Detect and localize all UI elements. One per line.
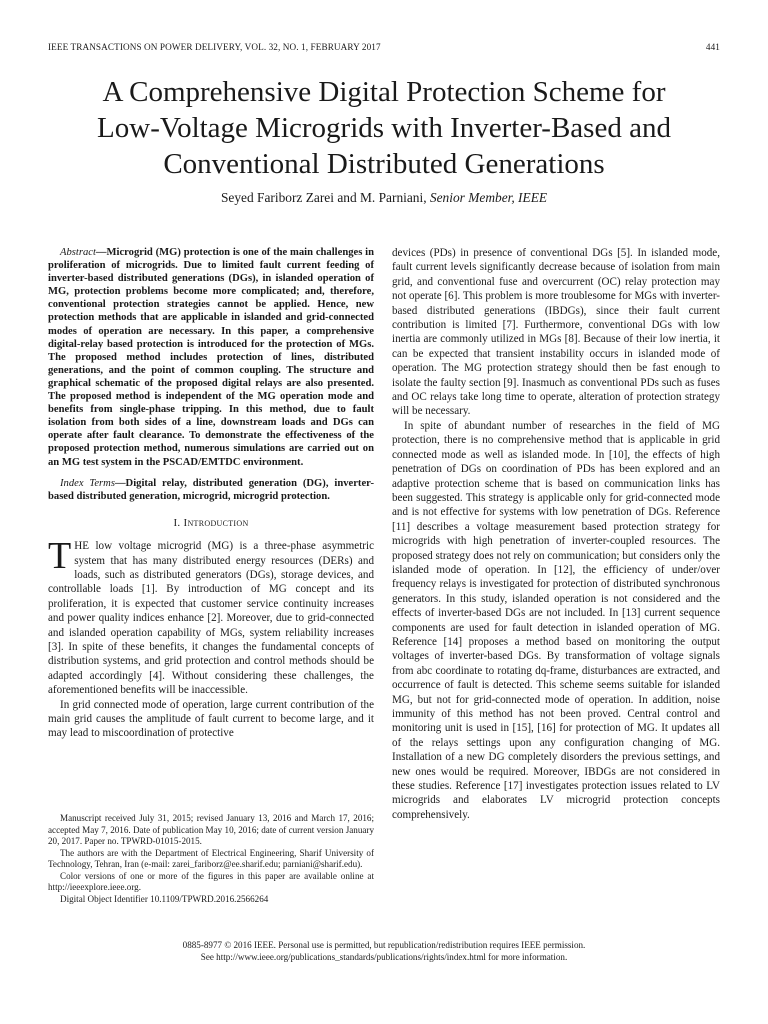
title-line-2: Low-Voltage Microgrids with Inverter-Based and (97, 112, 671, 144)
paper-title (40, 74, 728, 182)
copyright-line-2: See http://www.ieee.org/publications_standards/publications/rights/index.html for more information. (200, 952, 568, 962)
index-terms-text: —Digital relay, distributed generation (DG), inverter-based distributed generation, microgrid, microgrid protection. (48, 477, 374, 502)
index-terms (48, 477, 374, 503)
author-affiliation: Senior Member, IEEE (429, 190, 548, 205)
intro-paragraph-1: THE low voltage microgrid (MG) is a three-phase asymmetric system that has many distributed energy resources (DERs) and loads, such as distributed generators (DGs), storage devices, and controllable loads [1]. By introduction of MG concept and its proliferation, it is expected that customer service continuity increases and power quality indices enhance [2]. Moreover, due to grid-connected and islanded operation capability of MGs, system reliability increases [3]. In spite of these benefits, it changes the fundamental concepts of distribution systems, and grid protection and control methods should be adapted accordingly [4]. Without considering these challenges, the aforementioned benefits will be inaccessible. (48, 535, 374, 697)
section-heading: I. Introduction (173, 516, 249, 529)
footnote-doi: Digital Object Identifier 10.1109/TPWRD.2016.2566264 (60, 893, 269, 904)
author-line (40, 190, 728, 206)
index-terms-lead: Index Terms (60, 477, 115, 489)
page-number: 441 (705, 42, 720, 52)
abstract (48, 246, 374, 469)
intro-paragraph-3: In spite of abundant number of researches in the field of MG protection, there is no comprehensive method that is applicable in grid connected mode as well as islanded mode. In [10], the effects of high penetration of DGs on coordination of PDs has been explored and an adaptive protection scheme that is based on communication links has been suggested. This strategy is applicable only for grid-connected mode and is not effective for systems with low penetration of DGs. Reference [11] describes a voltage measurement based protection strategy for microgrids with high penetration of inverter-coupled resources. The proposed strategy does not rely on communication; but considers only the islanded mode of operation. In [12], the efficiency of under/over frequency relays is investigated for protection of distributed synchronous generators. In this study, islanded operation is not considered and the effects of inverter-based DGs are not included. In [13] current sequence components are used for fault detection in islanded operation of MG. Reference [14] proposes a method based on monitoring the output voltages of inverter-based DGs. By transformation of voltage signals from abc coordinate to rotating dq-frame, disturbances are extracted, and occurrence of fault is detected. This scheme seems suitable for islanded MG, but not for grid-connected mode of operation. In addition, noise immunity of this method has not been proved. Central control and monitoring unit is used in [15], [16] for protection of MG. It updates all of the relays settings upon any configuration changing of MG. Installation of a new DG completely disorders the previous settings, and new ones would be required. Moreover, IBDGs are not considered in these studies. Reference [17] investigates protection issues related to LV microgrids and elaborates LV microgrid protection concepts comprehensively. (392, 419, 720, 821)
footnote-color: Color versions of one or more of the figures in this paper are available online at http://ieeexplore.ieee.org. (48, 870, 374, 892)
journal-name: IEEE TRANSACTIONS ON POWER DELIVERY, VOL. 32, NO. 1, FEBRUARY 2017 (48, 42, 381, 52)
copyright-line-1: 0885-8977 © 2016 IEEE. Personal use is permitted, but republication/redistribution requires IEEE permission. (182, 940, 586, 950)
title-line-1: A Comprehensive Digital Protection Scheme for (102, 76, 666, 108)
footnote-authors: The authors are with the Department of Electrical Engineering, Sharif University of Technology, Tehran, Iran (e-mail: zarei_fariborz@ee.sharif.edu; parniani@sharif.edu). (48, 847, 374, 869)
intro-paragraph-2: In grid connected mode of operation, large current contribution of the main grid causes the amplitude of fault current to become large, and it may lead to miscoordination of protective (48, 698, 374, 740)
author-names: Seyed Fariborz Zarei and M. Parniani, (220, 190, 430, 205)
intro-paragraph-2-continued: devices (PDs) in presence of conventional DGs [5]. In islanded mode, fault current levels significantly decrease because of isolation from main grid, and conventional fuse and overcurrent (OC) relay protection may not operate [6]. This problem is more troublesome for MGs with inverter-based distributed generations (IBDGs), since their fault current contribution is limited [7]. Furthermore, conventional DGs with low inertia are commonly utilized in MGs [8]. Because of their low inertia, it can be expected that transient instability occurs in islanded mode of operation. The MG protection strategy should then be fast enough to isolate the faulty section [9]. Inasmuch as conventional PDs such as fuses and OC relays take long time to operate, alteration of protection strategy will be necessary. (392, 247, 720, 418)
abstract-text: —Microgrid (MG) protection is one of the main challenges in proliferation of microgrids. Due to limited fault current feeding of inverter-based distributed generations (DGs), in islanded operation of MG, protection problems become more complicated; and, therefore, conventional protection strategies cannot be applied. Hence, new protection methods that are applicable in islanded and grid-connected modes of operation are necessary. In this paper, a comprehensive digital-relay based protection is introduced for the protection of MGs. The proposed method includes protection of lines, distributed generations, and the point of common coupling. The structure and graphical schematic of the proposed digital relays are also presented. The proposed method is independent of the MG operation mode and benefits from single-phase tripping. In this method, due to fault isolation from both sides of a line, downstream loads and DGs can operate after fault clearance. To demonstrate the effectiveness of the proposed protection method, numerous simulations are carried out on an MG test system in the PSCAD/EMTDC environment. (48, 247, 374, 468)
left-column (48, 246, 374, 741)
copyright-notice (40, 939, 728, 963)
abstract-lead: Abstract (60, 247, 96, 258)
footnotes (48, 813, 374, 905)
title-line-3: Conventional Distributed Generations (163, 148, 605, 180)
running-header (48, 42, 720, 52)
footnote-received: Manuscript received July 31, 2015; revised January 13, 2016 and March 17, 2016; accepted May 7, 2016. Date of publication May 10, 2016; date of current version January 20, 2017. Paper no. TPWRD-01015-2015. (48, 813, 374, 846)
right-column (392, 246, 720, 822)
